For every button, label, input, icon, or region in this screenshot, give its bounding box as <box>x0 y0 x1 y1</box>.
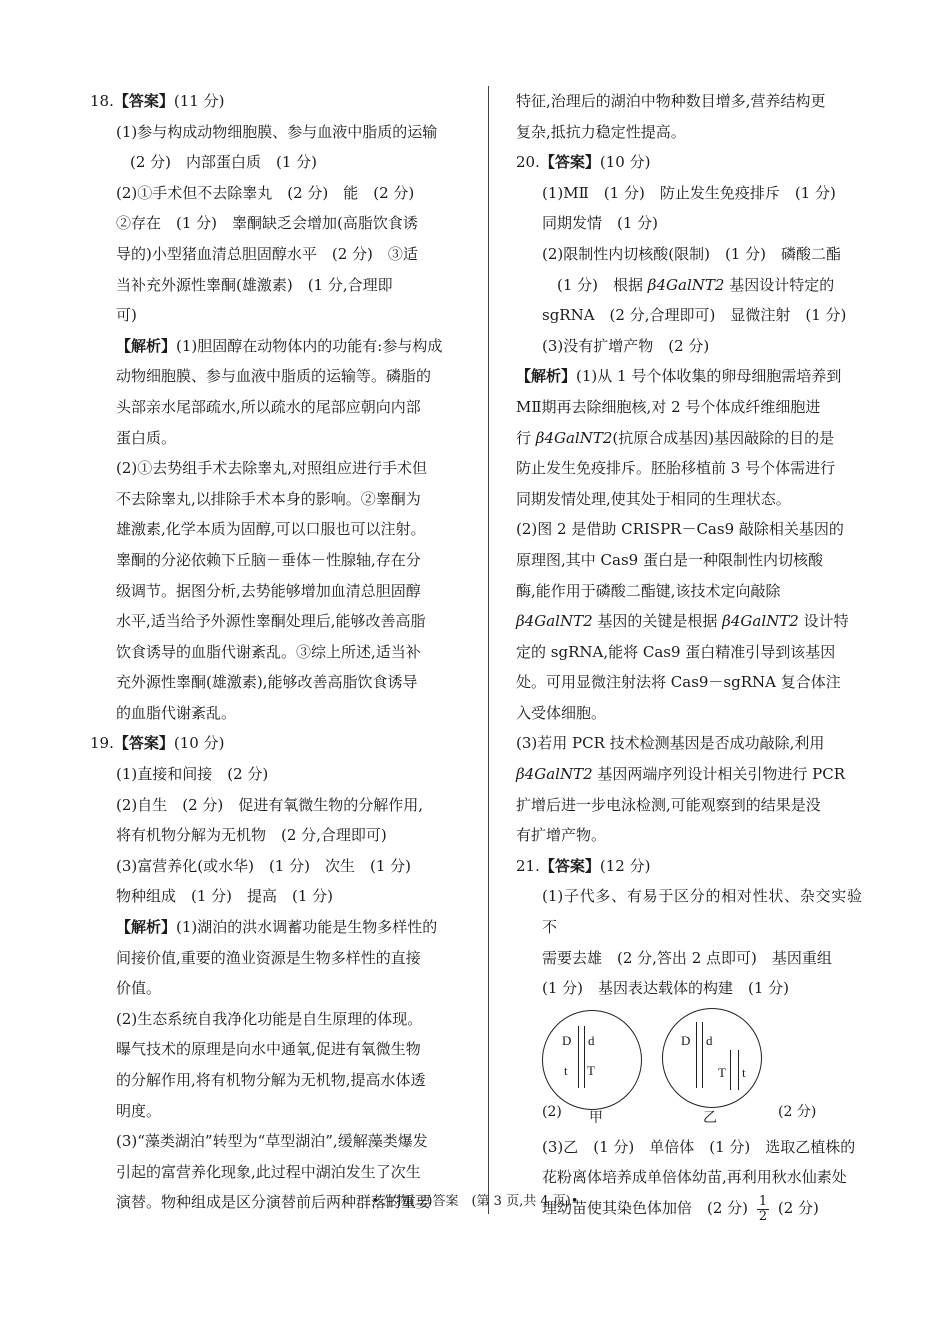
text-line: 有扩增产物。 <box>516 826 607 845</box>
allele-label: T <box>718 1064 726 1080</box>
text-line: 【解析】(1)湖泊的洪水调蓄功能是生物多样性的 <box>116 918 438 937</box>
text-line: (1 分) 基因表达载体的构建 (1 分) <box>542 979 790 998</box>
text-line: 物种组成 (1 分) 提高 (1 分) <box>116 887 334 906</box>
text-line: 不去除睾丸,以排除手术本身的影响。②睾酮为 <box>116 489 421 508</box>
text-line: 可) <box>116 306 137 325</box>
left-column <box>90 86 466 1218</box>
chromosome-yi-short-2 <box>738 1050 739 1090</box>
text-line: (2 分) 内部蛋白质 (1 分) <box>130 153 318 172</box>
text-line: 同期发情处理,使其处于相同的生理状态。 <box>516 489 791 508</box>
allele-label: D <box>681 1032 691 1048</box>
text-line: 水平,适当给予外源性睾酮处理后,能够改善高脂 <box>116 612 426 631</box>
text-line: 头部亲水尾部疏水,所以疏水的尾部应朝向内部 <box>116 397 421 416</box>
text-line: (2)限制性内切核酸(限制) (1 分) 磷酸二酯 <box>542 244 841 263</box>
text-line: β4GalNT2 基因的关键是根据 β4GalNT2 设计特 <box>516 612 849 631</box>
text-line: (1)直接和间接 (2 分) <box>116 765 269 784</box>
text-line: 需要去雄 (2 分,答出 2 点即可) 基因重组 <box>542 948 832 967</box>
text-line: 价值。 <box>116 979 162 998</box>
text-line: (3)富营养化(或水华) (1 分) 次生 (1 分) <box>116 856 411 875</box>
text-line: (1)子代多、有易于区分的相对性状、杂交实验不 <box>542 887 862 937</box>
text-line: ②存在 (1 分) 睾酮缺乏会增加(高脂饮食诱 <box>116 214 418 233</box>
text-line: 酶,能作用于磷酸二酯键,该技术定向敲除 <box>516 581 781 600</box>
text-line: 级调节。据图分析,去势能够增加血清总胆固醇 <box>116 581 421 600</box>
text-line: 特征,治理后的湖泊中物种数目增多,营养结构更 <box>516 92 826 110</box>
allele-label: t <box>742 1064 746 1080</box>
text-line: 扩增后进一步电泳检测,可能观察到的结果是没 <box>516 795 821 814</box>
text-line: 将有机物分解为无机物 (2 分,合理即可) <box>116 826 387 845</box>
allele-label: D <box>562 1032 572 1048</box>
text-line: (2)生态系统自我净化功能是自生原理的体现。 <box>116 1009 423 1028</box>
chromosome-jia-right <box>584 1026 585 1088</box>
text-line: 20.【答案】(10 分) <box>516 153 651 172</box>
text-line: 同期发情 (1 分) <box>542 214 659 233</box>
allele-label: d <box>588 1032 595 1048</box>
text-line: (1 分) 根据 β4GalNT2 基因设计特定的 <box>542 275 835 294</box>
text-line: 动物细胞膜、参与血液中脂质的运输等。磷脂的 <box>116 367 432 386</box>
right-column <box>516 86 862 1224</box>
text-line: (1)MⅡ (1 分) 防止发生免疫排斥 (1 分) <box>542 183 836 202</box>
text-line: (2)图 2 是借助 CRISPR－Cas9 敲除相关基因的 <box>516 520 844 539</box>
chromosome-figure <box>516 1004 862 1132</box>
text-line: (2)自生 (2 分) 促进有氧微生物的分解作用, <box>116 795 424 814</box>
text-line: sgRNA (2 分,合理即可) 显微注射 (1 分) <box>542 306 847 325</box>
text-line: (2)①去势组手术去除睾丸,对照组应进行手术但 <box>116 459 428 478</box>
text-line: 雄激素,化学本质为固醇,可以口服也可以注射。 <box>116 520 426 539</box>
cell-jia <box>542 1010 642 1110</box>
chromosome-jia-left <box>578 1026 579 1088</box>
text-line: 19.【答案】(10 分) <box>90 734 225 753</box>
text-line: 花粉离体培养成单倍体幼苗,再利用秋水仙素处 <box>542 1168 847 1187</box>
text-line: 定的 sgRNA,能将 Cas9 蛋白精准引导到该基因 <box>516 642 836 661</box>
figure-caption-yi: 乙 <box>703 1109 717 1126</box>
chromosome-yi-right <box>702 1022 703 1088</box>
figure-score: (2 分) <box>778 1103 817 1120</box>
figure-caption-jia: 甲 <box>589 1109 603 1126</box>
text-line: (3)“藻类湖泊”转型为“草型湖泊”,缓解藻类爆发 <box>116 1132 428 1151</box>
last-line-text: 理幼苗使其染色体加倍 (2 分) <box>542 1199 749 1217</box>
text-line: (3)若用 PCR 技术检测基因是否成功敲除,利用 <box>516 734 825 753</box>
text-line: 处。可用显微注射法将 Cas9－sgRNA 复合体注 <box>516 673 841 692</box>
text-line: 复杂,抵抗力稳定性提高。 <box>516 122 686 141</box>
text-line: β4GalNT2 基因两端序列设计相关引物进行 PCR <box>516 765 846 784</box>
allele-label: T <box>587 1062 595 1078</box>
text-line: 导的)小型猪血清总胆固醇水平 (2 分) ③适 <box>116 244 418 263</box>
fraction-denominator: 2 <box>758 1208 768 1224</box>
text-line: 18.【答案】(11 分) <box>90 92 225 110</box>
text-line: 明度。 <box>116 1101 162 1120</box>
text-line: 曝气技术的原理是向水中通氧,促进有氧微生物 <box>116 1040 421 1059</box>
text-line: (1)参与构成动物细胞膜、参与血液中脂质的运输 <box>116 122 438 141</box>
text-line: MⅡ期再去除细胞核,对 2 号个体成纤维细胞进 <box>516 397 821 416</box>
text-line: 【解析】(1)从 1 号个体收集的卵母细胞需培养到 <box>516 367 842 386</box>
text-line: 防止发生免疫排斥。胚胎移植前 3 号个体需进行 <box>516 459 836 478</box>
text-line: (3)没有扩增产物 (2 分) <box>542 336 710 355</box>
allele-label: d <box>706 1032 713 1048</box>
text-line: 入受体细胞。 <box>516 703 607 722</box>
text-line: 21.【答案】(12 分) <box>516 856 651 875</box>
allele-label: t <box>564 1062 568 1078</box>
chromosome-yi-left <box>696 1022 697 1088</box>
text-line: (3)乙 (1 分) 单倍体 (1 分) 选取乙植株的 <box>542 1137 856 1156</box>
text-line: 当补充外源性睾酮(雄激素) (1 分,合理即 <box>116 275 393 294</box>
text-line: 引起的富营养化现象,此过程中湖泊发生了次生 <box>116 1162 421 1181</box>
figure-prefix: (2) <box>542 1103 562 1120</box>
chromosome-yi-short-1 <box>730 1050 731 1090</box>
text-line: 睾酮的分泌依赖下丘脑－垂体－性腺轴,存在分 <box>116 550 421 569</box>
text-line: 饮食诱导的血脂代谢紊乱。③综上所述,适当补 <box>116 642 421 661</box>
cell-yi <box>662 1008 762 1108</box>
text-line: 间接价值,重要的渔业资源是生物多样性的直接 <box>116 948 421 967</box>
text-line: 原理图,其中 Cas9 蛋白是一种限制性内切核酸 <box>516 550 823 569</box>
column-divider <box>488 86 489 1214</box>
page-footer: • 生物(三)答案 (第 3 页,共 4 页)• <box>371 1194 579 1209</box>
text-line: 的分解作用,将有机物分解为无机物,提高水体透 <box>116 1071 426 1089</box>
text-line: 演替。物种组成是区分演替前后两种群落的重要 <box>116 1193 432 1212</box>
text-line: 行 β4GalNT2(抗原合成基因)基因敲除的目的是 <box>516 428 835 447</box>
text-line: 充外源性睾酮(雄激素),能够改善高脂饮食诱导 <box>116 673 418 692</box>
text-line: 【解析】(1)胆固醇在动物体内的功能有:参与构成 <box>116 336 443 355</box>
fraction-numerator: 1 <box>758 1193 768 1209</box>
text-line: (2)①手术但不去除睾丸 (2 分) 能 (2 分) <box>116 183 415 202</box>
last-line-score: (2 分) <box>777 1199 819 1217</box>
text-line: 蛋白质。 <box>116 428 177 447</box>
text-line: 的血脂代谢紊乱。 <box>116 703 237 722</box>
